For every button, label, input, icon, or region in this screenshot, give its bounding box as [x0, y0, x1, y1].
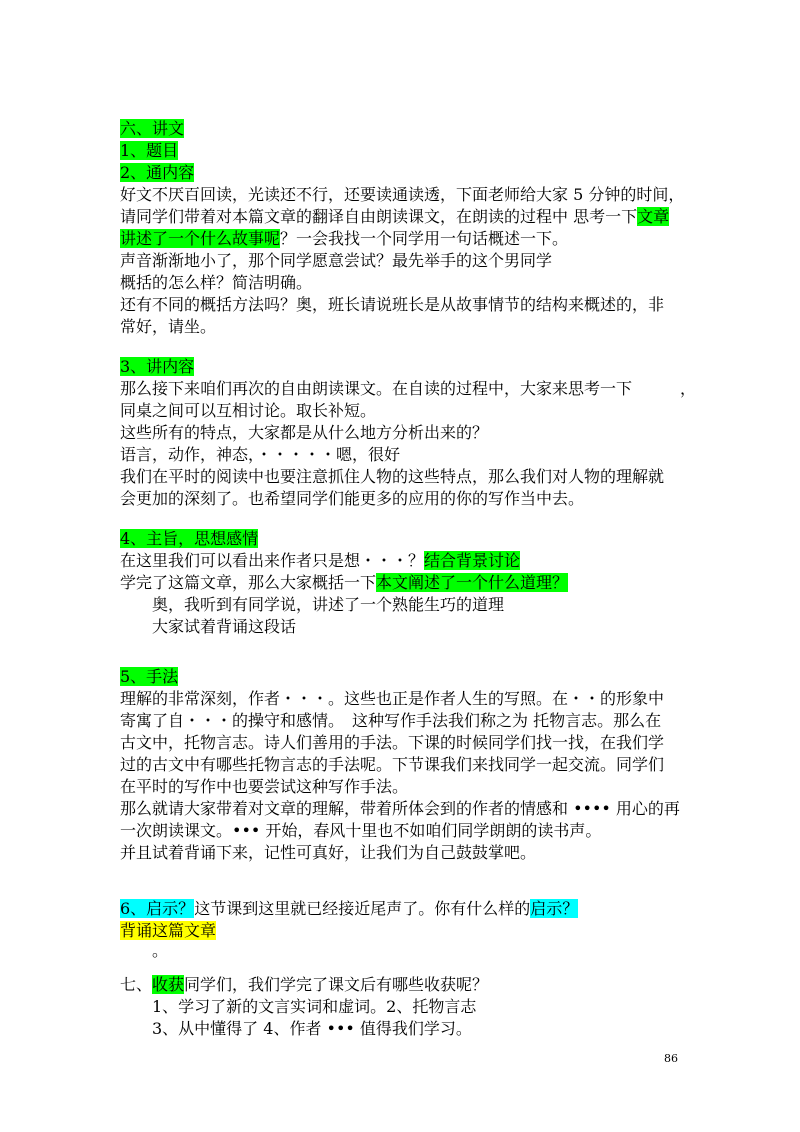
item-1-title: 1、题目: [120, 141, 179, 160]
section-heading-6: 六、讲文: [120, 119, 185, 138]
item-3-heading: 3、讲内容: [120, 357, 195, 376]
paragraph-line: 概括的怎么样？简洁明确。: [120, 273, 313, 292]
paragraph-line: 这些所有的特点，大家都是从什么地方分析出来的？: [120, 423, 489, 442]
paragraph-line: 并且试着背诵下来，记性可真好，让我们为自己鼓鼓掌吧。: [120, 843, 537, 862]
paragraph-line: 过的古文中有哪些托物言志的手法呢。下节课我们来找同学一起交流。同学们: [120, 755, 665, 774]
paragraph-line: 奥，我听到有同学说，讲述了一个熟能生巧的道理: [152, 595, 505, 614]
paragraph-line: 学完了这篇文章，那么大家概括一下本文阐述了一个什么道理？: [120, 573, 569, 592]
page-number: 86: [664, 1052, 678, 1065]
paragraph-line: 背诵这篇文章: [120, 921, 217, 940]
paragraph-line: 寄寓了自・・・的操守和感情。 这种写作手法我们称之为 托物言志。那么在: [120, 711, 662, 730]
paragraph-line: 同桌之间可以互相讨论。取长补短。: [120, 401, 377, 420]
paragraph-line: 请同学们带着对本篇文章的翻译自由朗读课文，在朗读的过程中 思考一下文章: [120, 207, 670, 226]
paragraph-line: 在平时的写作中也要尝试这种写作手法。: [120, 777, 409, 796]
paragraph-line: 理解的非常深刻，作者・・・。这些也正是作者人生的写照。在・・的形象中: [120, 689, 665, 708]
paragraph-line: 好文不厌百回读，光读还不行，还要读通读透，下面老师给大家 5 分钟的时间，: [120, 185, 685, 204]
paragraph-line: 声音渐渐地小了，那个同学愿意尝试？最先举手的这个男同学: [120, 251, 553, 270]
paragraph-line: 3、从中懂得了 4、作者 ••• 值得我们学习。: [152, 1019, 472, 1038]
paragraph-line: 讲述了一个什么故事呢？一会我找一个同学用一句话概述一下。: [120, 229, 569, 248]
paragraph-line: 会更加的深刻了。也希望同学们能更多的应用的你的写作当中去。: [120, 489, 585, 508]
paragraph-line: 1、学习了新的文言实词和虚词。2、托物言志: [152, 997, 477, 1016]
paragraph-line: 还有不同的概括方法吗？奥，班长请说班长是从故事情节的结构来概述的，非: [120, 295, 665, 314]
paragraph-line: 那么接下来咱们再次的自由朗读课文。在自读的过程中，大家来思考一下 ，: [120, 379, 697, 398]
paragraph-line: 在这里我们可以看出来作者只是想・・・？结合背景讨论: [120, 551, 521, 570]
paragraph-line: 我们在平时的阅读中也要注意抓住人物的这些特点，那么我们对人物的理解就: [120, 467, 665, 486]
section-heading-7: 七、收获同学们，我们学完了课文后有哪些收获呢？: [120, 975, 489, 994]
item-2-heading: 2、通内容: [120, 163, 195, 182]
paragraph-line: 常好，请坐。: [120, 317, 217, 336]
paragraph-line: 一次朗读课文。••• 开始，春风十里也不如咱们同学朗朗的读书声。: [120, 821, 602, 840]
paragraph-line: 古文中，托物言志。诗人们善用的手法。下课的时候同学们找一找，在我们学: [120, 733, 665, 752]
item-5-heading: 5、手法: [120, 667, 179, 686]
paragraph-line: 那么就请大家带着对文章的理解，带着所体会到的作者的情感和 •••• 用心的再: [120, 799, 680, 818]
paragraph-line: 语言，动作，神态，・・・・・嗯，很好: [120, 445, 401, 464]
item-6-heading: 6、启示？这节课到这里就已经接近尾声了。你有什么样的启示？: [120, 899, 579, 918]
paragraph-line: 大家试着背诵这段话: [152, 617, 297, 636]
paragraph-line: 。: [152, 941, 169, 960]
item-4-heading: 4、主旨，思想感情: [120, 529, 259, 548]
